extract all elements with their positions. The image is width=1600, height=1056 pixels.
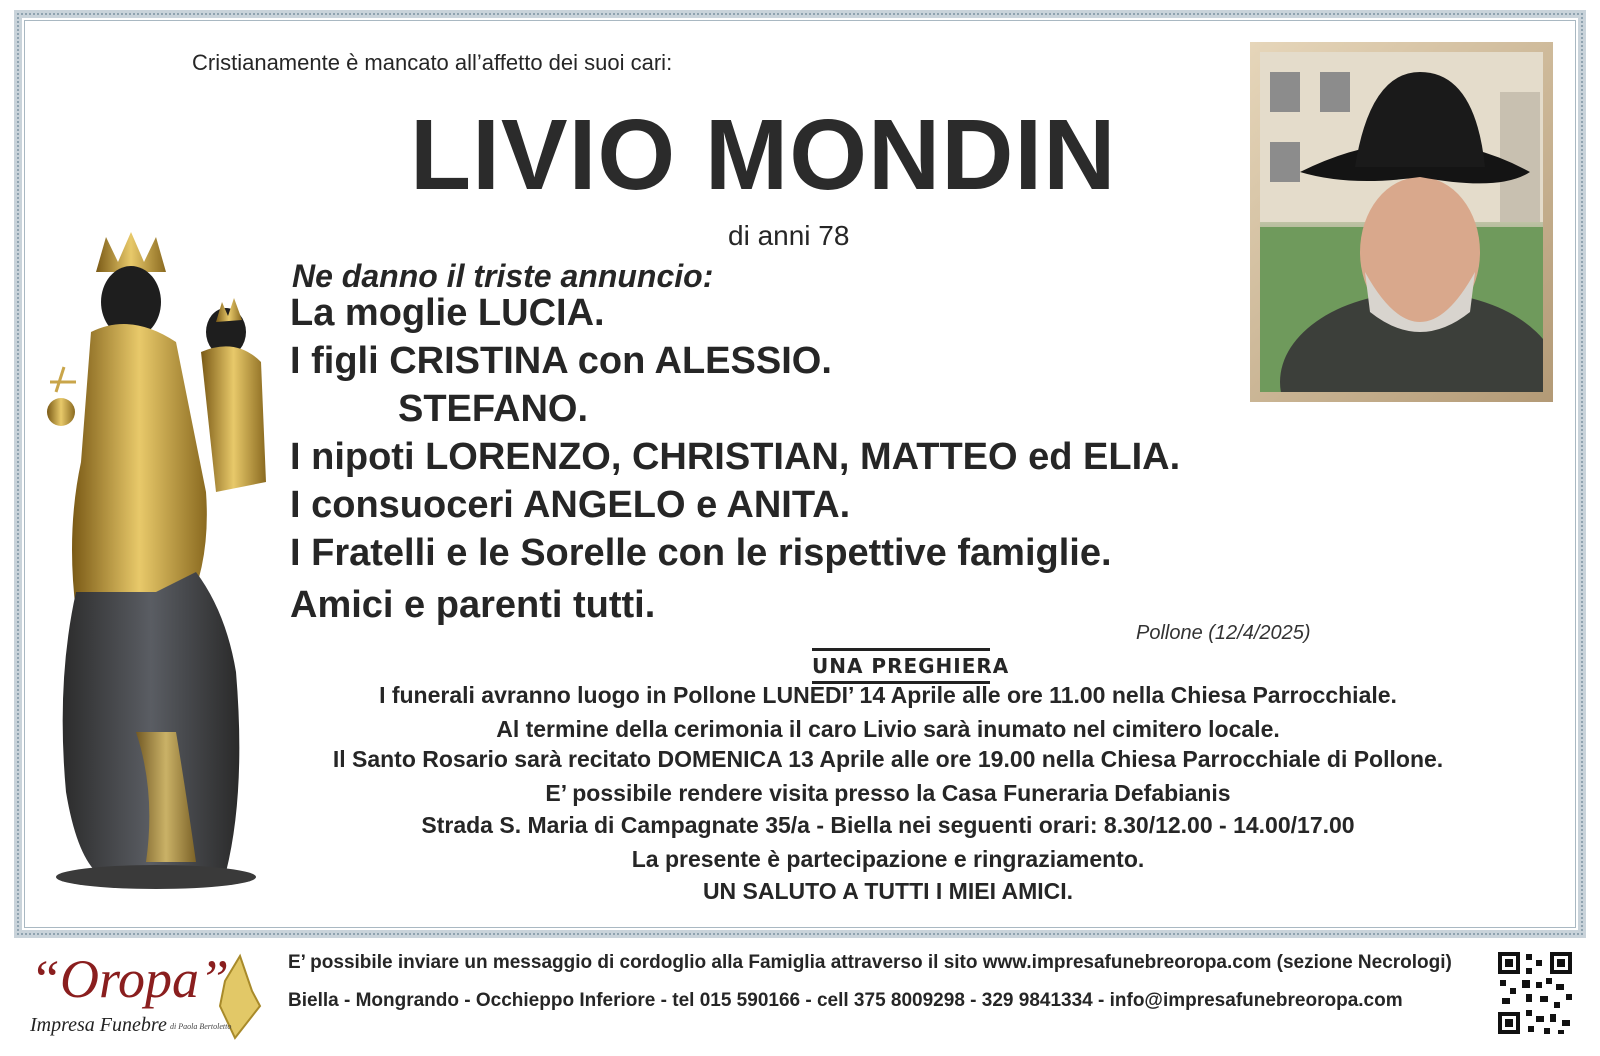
family-line: STEFANO. — [398, 388, 589, 430]
logo-subtitle: Impresa Funebre — [30, 1014, 167, 1036]
logo-small-text: di Paola Bertoletto — [170, 1022, 232, 1031]
deceased-name: LIVIO MONDIN — [410, 99, 1117, 211]
family-line: I figli CRISTINA con ALESSIO. — [290, 340, 832, 382]
info-line: I funerali avranno luogo in Pollone LUNEDI’ 14 Aprile alle ore 11.00 nella Chiesa Parrocchiale. — [379, 682, 1397, 708]
logo-name: “Oropa” — [30, 949, 230, 1009]
info-line: E’ possibile rendere visita presso la Casa Funeraria Defabianis — [545, 780, 1231, 806]
intro-text: Cristianamente è mancato all’affetto dei suoi cari: — [192, 50, 673, 75]
age-text: di anni 78 — [728, 220, 850, 251]
info-line: Al termine della cerimonia il caro Livio sarà inumato nel cimitero locale. — [496, 716, 1280, 742]
place-date: Pollone (12/4/2025) — [1136, 622, 1311, 644]
family-line: I consuoceri ANGELO e ANITA. — [290, 484, 851, 526]
family-line: La moglie LUCIA. — [290, 292, 605, 334]
qr-code — [1496, 950, 1574, 1036]
info-line: Il Santo Rosario sarà recitato DOMENICA 13 Aprile alle ore 19.00 nella Chiesa Parrocchiale di Pollone. — [332, 746, 1444, 772]
info-line: Strada S. Maria di Campagnate 35/a - Biella nei seguenti orari: 8.30/12.00 - 14.00/17.00 — [421, 812, 1355, 838]
info-line: UN SALUTO A TUTTI I MIEI AMICI. — [702, 878, 1074, 904]
announcement-heading: Ne danno il triste annuncio: — [292, 258, 714, 294]
family-line: Amici e parenti tutti. — [290, 584, 656, 626]
family-line: I nipoti LORENZO, CHRISTIAN, MATTEO ed ELIA. — [290, 436, 1181, 478]
portrait-photo — [1250, 42, 1553, 402]
family-line: I Fratelli e le Sorelle con le rispettive famiglie. — [290, 532, 1112, 574]
madonna-statue-image — [36, 232, 276, 892]
prayer-label: UNA PREGHIERA — [812, 648, 990, 684]
oropa-logo — [20, 946, 270, 1050]
footer-contacts: Biella - Mongrando - Occhieppo Inferiore - tel 015 590166 - cell 375 8009298 - 329 9841334 - info@impresafunebreoropa.com — [288, 990, 1403, 1011]
footer-message: E’ possibile inviare un messaggio di cordoglio alla Famiglia attraverso il sito www.impresafunebreoropa.com (sezione Necrologi) — [288, 952, 1452, 973]
info-line: La presente è partecipazione e ringraziamento. — [631, 846, 1145, 872]
